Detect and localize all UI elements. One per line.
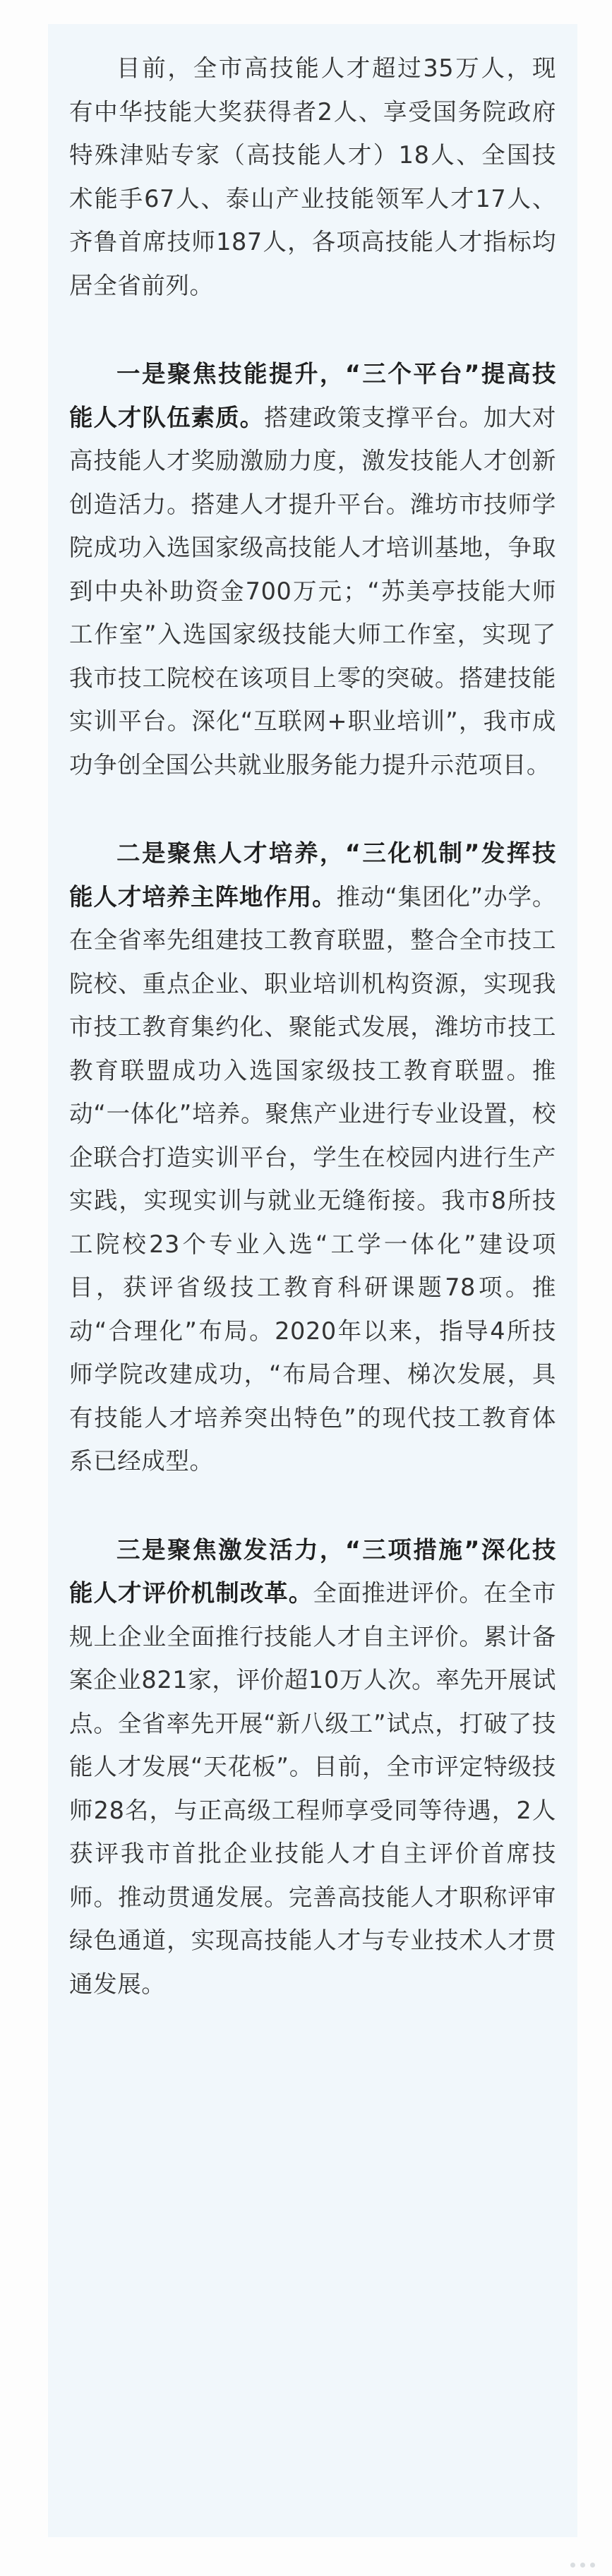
end-ornament <box>570 2560 608 2572</box>
article-paragraph-skill-upgrade <box>69 352 556 786</box>
article-paragraph-evaluation-reform <box>69 1528 556 2006</box>
paragraph-lead: 一是聚焦技能提升，“三个平台”提高技能人才队伍素质。 <box>69 360 556 431</box>
paragraph-body: 推动“集团化”办学。在全省率先组建技工教育联盟，整合全市技工院校、重点企业、职业培训机构资源，实现我市技工教育集约化、聚能式发展，潍坊市技工教育联盟成功入选国家级技工教育联盟。推动“一体化”培养。聚焦产业进行专业设置，校企联合打造实训平台，学生在校园内进行生产实践，实现实训与就业无缝衔接。我市8所技工院校23个专业入选“工学一体化”建设项目，获评省级技工教育科研课题78项。推动“合理化”布局。2020年以来，指导4所技师学院改建成功，“布局合理、梯次发展，具有技能人才培养突出特色”的现代技工教育体系已经成型。 <box>69 882 556 1475</box>
paragraph-lead: 二是聚焦人才培养，“三化机制”发挥技能人才培养主阵地作用。 <box>69 839 556 911</box>
article-paragraph-talent-cultivation <box>69 832 556 1483</box>
article-panel <box>48 24 577 2537</box>
paragraph-body: 搭建政策支撑平台。加大对高技能人才奖励激励力度，激发技能人才创新创造活力。搭建人才提升平台。潍坊市技师学院成功入选国家级高技能人才培训基地，争取到中央补助资金700万元；“苏美亭技能大师工作室”入选国家级技能大师工作室，实现了我市技工院校在该项目上零的突破。搭建技能实训平台。深化“互联网+职业培训”，我市成功争创全国公共就业服务能力提升示范项目。 <box>69 403 556 779</box>
article-paragraph-intro <box>69 47 556 307</box>
paragraph-body: 全面推进评价。在全市规上企业全面推行技能人才自主评价。累计备案企业821家，评价超10万人次。率先开展试点。全省率先开展“新八级工”试点，打破了技能人才发展“天花板”。目前，全市评定特级技师28名，与正高级工程师享受同等待遇，2人获评我市首批企业技能人才自主评价首席技师。推动贯通发展。完善高技能人才职称评审绿色通道，实现高技能人才与专业技术人才贯通发展。 <box>69 1579 557 1998</box>
paragraph-body: 目前，全市高技能人才超过35万人，现有中华技能大奖获得者2人、享受国务院政府特殊津贴专家（高技能人才）18人、全国技术能手67人、泰山产业技能领军人才17人、齐鲁首席技师187人，各项高技能人才指标均居全省前列。 <box>69 54 556 299</box>
paragraph-lead: 三是聚焦激发活力，“三项措施”深化技能人才评价机制改革。 <box>69 1535 556 1607</box>
